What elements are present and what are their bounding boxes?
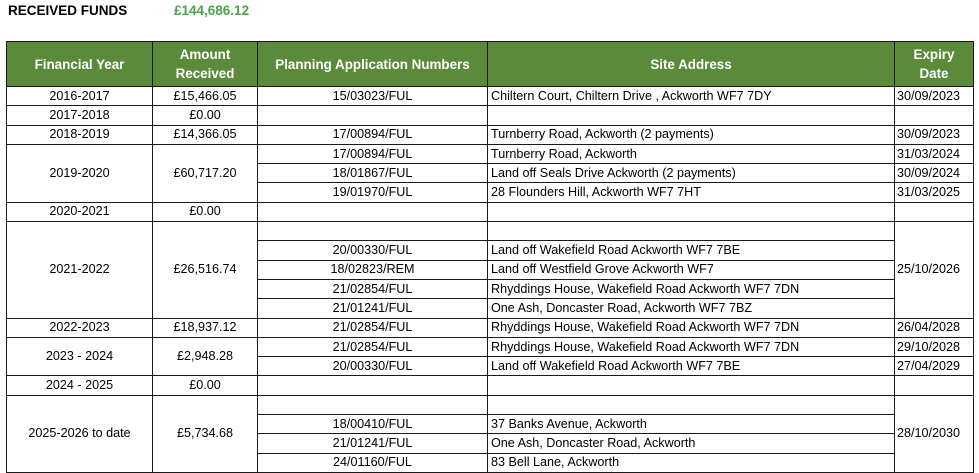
table-row — [7, 376, 974, 395]
site-address-cell: Land off Seals Drive Ackworth (2 payments) — [488, 164, 895, 183]
table-row — [7, 337, 974, 356]
site-address-cell: Rhyddings House, Wakefield Road Ackworth WF7 7DN — [488, 318, 895, 337]
planning-application-cell — [258, 395, 488, 414]
site-address-cell: Land off Wakefield Road Ackworth WF7 7BE — [488, 357, 895, 376]
planning-application-cell: 17/00894/FUL — [258, 125, 488, 144]
financial-year-cell: 2017-2018 — [7, 106, 153, 125]
site-address-cell: Rhyddings House, Wakefield Road Ackworth WF7 7DN — [488, 337, 895, 356]
site-address-cell: 37 Banks Avenue, Ackworth — [488, 415, 895, 434]
financial-year-cell: 2016-2017 — [7, 87, 153, 106]
planning-application-cell: 21/02854/FUL — [258, 279, 488, 298]
financial-year-cell: 2025-2026 to date — [7, 395, 153, 472]
expiry-date-cell — [895, 106, 974, 125]
financial-year-cell: 2021-2022 — [7, 222, 153, 318]
amount-received-cell: £5,734.68 — [153, 395, 258, 472]
planning-application-cell: 21/02854/FUL — [258, 337, 488, 356]
site-address-cell — [488, 106, 895, 125]
amount-received-cell: £60,717.20 — [153, 144, 258, 202]
planning-application-cell: 20/00330/FUL — [258, 241, 488, 260]
amount-received-cell: £26,516.74 — [153, 222, 258, 318]
planning-application-cell — [258, 222, 488, 241]
expiry-date-cell: 30/09/2023 — [895, 125, 974, 144]
table-body — [7, 87, 974, 473]
site-address-cell: Land off Wakefield Road Ackworth WF7 7BE — [488, 241, 895, 260]
amount-received-cell: £0.00 — [153, 202, 258, 221]
planning-application-cell: 18/00410/FUL — [258, 415, 488, 434]
expiry-date-cell: 31/03/2024 — [895, 144, 974, 163]
financial-year-cell: 2024 - 2025 — [7, 376, 153, 395]
expiry-date-cell: 29/10/2028 — [895, 337, 974, 356]
expiry-date-cell: 30/09/2023 — [895, 87, 974, 106]
site-address-cell — [488, 222, 895, 241]
site-address-cell: Land off Westfield Grove Ackworth WF7 — [488, 260, 895, 279]
amount-received-cell: £15,466.05 — [153, 87, 258, 106]
site-address-cell: 83 Bell Lane, Ackworth — [488, 453, 895, 472]
financial-year-cell: 2018-2019 — [7, 125, 153, 144]
table-row — [7, 395, 974, 414]
site-address-cell: One Ash, Doncaster Road, Ackworth — [488, 434, 895, 453]
planning-application-cell — [258, 376, 488, 395]
planning-application-cell: 17/00894/FUL — [258, 144, 488, 163]
financial-year-cell: 2020-2021 — [7, 202, 153, 221]
planning-application-cell: 20/00330/FUL — [258, 357, 488, 376]
header-financial-year: Financial Year — [7, 42, 153, 87]
planning-application-cell: 21/01241/FUL — [258, 299, 488, 318]
site-address-cell: Turnberry Road, Ackworth — [488, 144, 895, 163]
site-address-cell: Chiltern Court, Chiltern Drive , Ackworth WF7 7DY — [488, 87, 895, 106]
financial-year-cell: 2023 - 2024 — [7, 337, 153, 376]
site-address-cell: Turnberry Road, Ackworth (2 payments) — [488, 125, 895, 144]
expiry-date-cell — [895, 202, 974, 221]
planning-application-cell: 18/02823/REM — [258, 260, 488, 279]
funds-table — [6, 41, 974, 473]
planning-application-cell — [258, 106, 488, 125]
header-amount-received: Amount Received — [153, 42, 258, 87]
planning-application-cell: 21/01241/FUL — [258, 434, 488, 453]
header-planning-application-numbers: Planning Application Numbers — [258, 42, 488, 87]
table-header-row — [7, 42, 974, 87]
expiry-date-cell: 26/04/2028 — [895, 318, 974, 337]
received-funds-value: £144,686.12 — [174, 3, 250, 18]
planning-application-cell: 24/01160/FUL — [258, 453, 488, 472]
planning-application-cell: 21/02854/FUL — [258, 318, 488, 337]
table-row — [7, 87, 974, 106]
amount-received-cell: £2,948.28 — [153, 337, 258, 376]
table-row — [7, 106, 974, 125]
table-row — [7, 318, 974, 337]
site-address-cell: 28 Flounders Hill, Ackworth WF7 7HT — [488, 183, 895, 202]
amount-received-cell: £0.00 — [153, 106, 258, 125]
table-row — [7, 222, 974, 241]
planning-application-cell: 19/01970/FUL — [258, 183, 488, 202]
site-address-cell: Rhyddings House, Wakefield Road Ackworth WF7 7DN — [488, 279, 895, 298]
planning-application-cell — [258, 202, 488, 221]
table-row — [7, 202, 974, 221]
expiry-date-cell: 30/09/2024 — [895, 164, 974, 183]
expiry-date-cell: 31/03/2025 — [895, 183, 974, 202]
expiry-date-cell: 25/10/2026 — [895, 222, 974, 318]
financial-year-cell: 2022-2023 — [7, 318, 153, 337]
site-address-cell — [488, 395, 895, 414]
expiry-date-cell — [895, 376, 974, 395]
header-expiry-date: Expiry Date — [895, 42, 974, 87]
planning-application-cell: 15/03023/FUL — [258, 87, 488, 106]
amount-received-cell: £18,937.12 — [153, 318, 258, 337]
site-address-cell — [488, 202, 895, 221]
financial-year-cell: 2019-2020 — [7, 144, 153, 202]
amount-received-cell: £0.00 — [153, 376, 258, 395]
received-funds-label: RECEIVED FUNDS — [8, 3, 128, 18]
site-address-cell: One Ash, Doncaster Road, Ackworth WF7 7BZ — [488, 299, 895, 318]
site-address-cell — [488, 376, 895, 395]
table-row — [7, 144, 974, 163]
header-site-address: Site Address — [488, 42, 895, 87]
table-row — [7, 125, 974, 144]
amount-received-cell: £14,366.05 — [153, 125, 258, 144]
expiry-date-cell: 27/04/2029 — [895, 357, 974, 376]
expiry-date-cell: 28/10/2030 — [895, 395, 974, 472]
planning-application-cell: 18/01867/FUL — [258, 164, 488, 183]
